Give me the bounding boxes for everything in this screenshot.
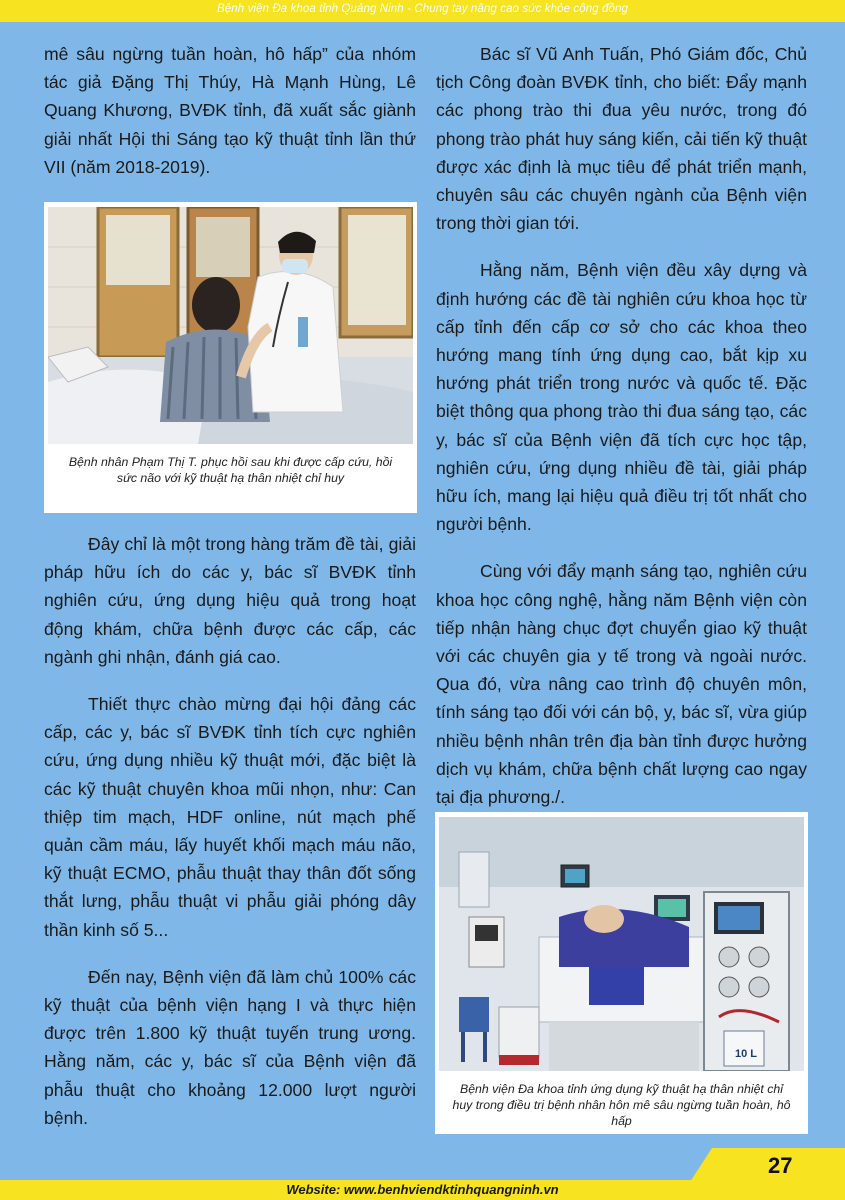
right-para-1: Bác sĩ Vũ Anh Tuấn, Phó Giám đốc, Chủ tịch Công đoàn BVĐK tỉnh, cho biết: Đẩy mạnh các phong trào thi đua yêu nước, trong đó phong trào phát huy sáng kiến, cải tiến kỹ thuật được xác định là mục tiêu để phát triển mạnh, chuyên sâu các chuyên ngành của Bệnh viện trong thời gian tới. xyxy=(436,44,807,234)
photo-icu-treatment xyxy=(439,817,804,1071)
footer-website: Website: www.benhviendktinhquangninh.vn xyxy=(286,1182,559,1197)
photo-patient-recovery xyxy=(48,207,413,444)
page-number: 27 xyxy=(768,1153,793,1178)
left-para-2: Đây chỉ là một trong hàng trăm đề tài, giải pháp hữu ích do các y, bác sĩ BVĐK tỉnh nghiên cứu, ứng dụng hiệu quả trong hoạt động khám, chữa bệnh được các cấp, các ngành ghi nhận, đánh giá cao. xyxy=(44,534,416,667)
figure-caption-right: Bệnh viện Đa khoa tỉnh ứng dụng kỹ thuật hạ thân nhiệt chỉ huy trong điều trị bệnh nhân hôn mê sâu ngừng tuần hoàn, hô hấp xyxy=(452,1082,791,1128)
left-para-4: Đến nay, Bệnh viện đã làm chủ 100% các kỹ thuật của bệnh viện hạng I và thực hiện được trên 1.800 kỹ thuật tuyến trung ương. Hằng năm, các y, bác sĩ của Bệnh viện đã phẫu thuật cho khoảng 12.000 lượt người bệnh. xyxy=(44,966,416,1128)
right-para-3: Cùng với đẩy mạnh sáng tạo, nghiên cứu khoa học công nghệ, hằng năm Bệnh viện còn tiếp nhận hàng chục đợt chuyển giao kỹ thuật với các chuyên gia y tế trong và ngoài nước. Qua đó, vừa nâng cao trình độ chuyên môn, tính sáng tạo đối với cán bộ, y, bác sĩ, vừa giúp nhiều bệnh nhân trên địa bàn tỉnh được hưởng dịch vụ khám, chữa bệnh chất lượng cao ngay tại địa phương./. xyxy=(436,561,807,808)
figure-icu-treatment xyxy=(435,812,808,1134)
left-para-3: Thiết thực chào mừng đại hội đảng các cấp, các y, bác sĩ BVĐK tỉnh tích cực nghiên cứu, ứng dụng nhiều kỹ thuật mới, đặc biệt là các kỹ thuật chuyên khoa mũi nhọn, như: Can thiệp tim mạch, HDF online, nút mạch phế quản cầm máu, lấy huyết khối mạch máu não, kỹ thuật ECMO, phẫu thuật thay thân đốt sống thắt lưng, phẫu thuật vi phẫu giải phóng dây thần kinh số 5... xyxy=(44,694,416,940)
header-banner xyxy=(0,0,845,22)
left-column xyxy=(44,40,416,200)
dialysis-bag-label: 10 L xyxy=(735,1048,758,1060)
figure-patient-recovery xyxy=(44,202,417,513)
left-para-continued: mê sâu ngừng tuần hoàn, hô hấp” của nhóm tác giả Đặng Thị Thúy, Hà Mạnh Hùng, Lê Quang Khương, BVĐK tỉnh, đã xuất sắc giành giải nhất Hội thi Sáng tạo kỹ thuật tỉnh lần thứ VII (năm 2018-2019). xyxy=(44,44,416,177)
right-para-2: Hằng năm, Bệnh viện đều xây dựng và định hướng các đề tài nghiên cứu khoa học từ cấp tỉnh đến cấp cơ sở cho các khoa theo hướng mang tính ứng dụng cao, bắt kịp xu hướng phát triển trong nước và quốc tế. Đặc biệt thông qua phong trào thi đua sáng tạo, các y, bác sĩ của Bệnh viện đã tích cực học tập, nghiên cứu, ứng dụng nhiều đề tài, giải pháp hữu ích, mang lại hiệu quả điều trị tốt nhất cho người bệnh. xyxy=(436,260,807,535)
left-column-lower xyxy=(44,530,416,1151)
header-banner-text: Bệnh viện Đa khoa tỉnh Quảng Ninh - Chung tay nâng cao sức khỏe cộng đồng xyxy=(217,3,628,15)
figure-caption-left: Bệnh nhân Phạm Thị T. phục hồi sau khi được cấp cứu, hồi sức não với kỹ thuật hạ thân nhiệt chỉ huy xyxy=(68,455,393,485)
footer-bar xyxy=(0,1180,845,1200)
right-column xyxy=(436,40,807,830)
